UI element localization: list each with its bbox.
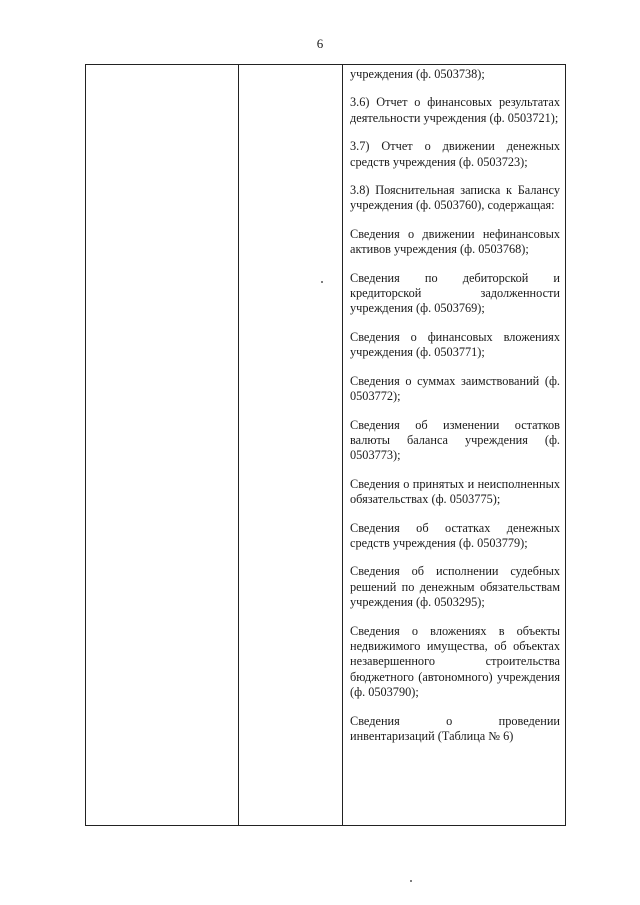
report-entry: Сведения по дебиторской и кредиторской задолженности учреждения (ф. 0503769); xyxy=(350,270,560,316)
document-table xyxy=(85,64,566,826)
report-entry: Сведения о суммах заимствований (ф. 0503772); xyxy=(350,373,560,404)
report-entry: Сведения об исполнении судебных решений по денежным обязательствам учреждения (ф. 0503295); xyxy=(350,564,560,610)
report-entry: Сведения о принятых и неисполненных обязательствах (ф. 0503775); xyxy=(350,476,560,507)
report-entry: Сведения о проведении инвентаризаций (Таблица № 6) xyxy=(350,713,560,743)
scan-speck xyxy=(410,880,412,882)
column-divider-2 xyxy=(342,65,343,825)
report-entry: Сведения об изменении остатков валюты баланса учреждения (ф. 0503773); xyxy=(350,417,560,463)
column-divider-1 xyxy=(238,65,239,825)
report-entry: учреждения (ф. 0503738); xyxy=(350,67,485,81)
report-entry: Сведения об остатках денежных средств учреждения (ф. 0503779); xyxy=(350,520,560,550)
scan-speck xyxy=(321,281,323,283)
report-entry: 3.7) Отчет о движении денежных средств учреждения (ф. 0503723); xyxy=(350,139,560,169)
report-entry: Сведения о движении нефинансовых активов учреждения (ф. 0503768); xyxy=(350,226,560,257)
report-entry: Сведения о финансовых вложениях учреждения (ф. 0503771); xyxy=(350,329,560,360)
report-entry: 3.6) Отчет о финансовых результатах деятельности учреждения (ф. 0503721); xyxy=(350,95,560,125)
report-entry: Сведения о вложениях в объекты недвижимого имущества, об объектах незавершенного строительства бюджетного (автономного) учреждения (ф. 0503790); xyxy=(350,623,560,700)
report-entry: 3.8) Пояснительная записка к Балансу учреждения (ф. 0503760), содержащая: xyxy=(350,183,560,213)
table-column-reports xyxy=(350,65,560,744)
page-number: 6 xyxy=(316,36,324,51)
